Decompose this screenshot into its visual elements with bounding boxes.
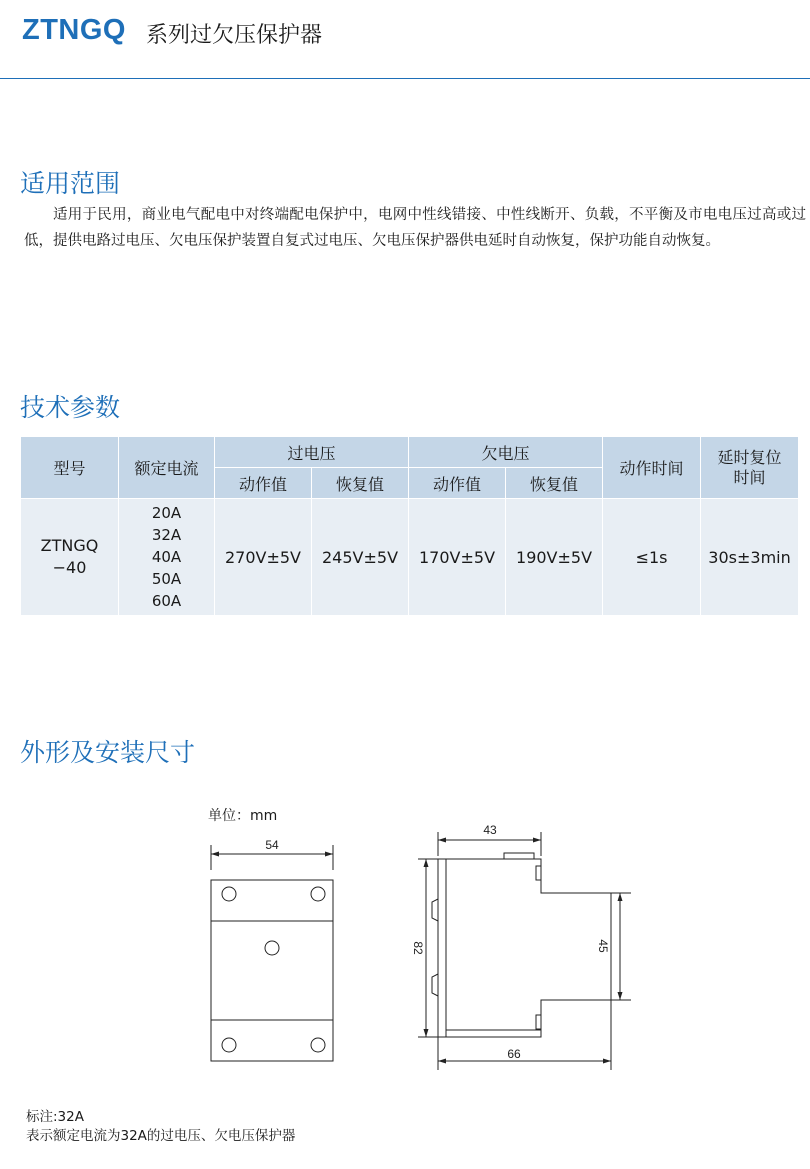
front-view-drawing xyxy=(211,845,333,1061)
cell-action-time: ≤1s xyxy=(603,499,701,616)
header-over-voltage: 过电压 xyxy=(215,437,409,468)
header-under-action: 动作值 xyxy=(409,468,506,499)
product-series-title: 系列过欠压保护器 xyxy=(146,23,323,48)
header-over-recovery: 恢复值 xyxy=(312,468,409,499)
header-model: 型号 xyxy=(21,437,119,499)
header-under-recovery: 恢复值 xyxy=(506,468,603,499)
scope-body: 适用于民用，商业电气配电中对终端配电保护中，电网中性线错接、中性线断开、负载，不平衡及市电电压过高或过低，提供电路过电压、欠电压保护装置自复式过电压、欠电压保护器供电延时自动恢复，保护功能自动恢复。 xyxy=(24,207,806,249)
current-item: 60A xyxy=(151,592,182,610)
header-rated-current: 额定电流 xyxy=(119,437,215,499)
side-depth-top-label: 43 xyxy=(483,823,497,837)
side-height-label: 82 xyxy=(411,941,425,955)
header-delay-reset-line1: 延时复位 xyxy=(717,447,782,467)
front-width-label: 54 xyxy=(265,838,279,852)
dimensions-title: 外形及安装尺寸 xyxy=(20,738,196,767)
cell-model-line1: ZTNGQ xyxy=(40,536,99,555)
cell-over-action: 270V±5V xyxy=(215,499,312,616)
cell-model-line2: −40 xyxy=(52,558,87,577)
current-item: 20A xyxy=(151,504,182,522)
product-model: ZTNGQ xyxy=(22,14,126,46)
note-line1: 标注:32A xyxy=(26,1109,84,1125)
cell-under-action: 170V±5V xyxy=(409,499,506,616)
header-delay-reset-line2: 时间 xyxy=(733,467,766,487)
header-over-action: 动作值 xyxy=(215,468,312,499)
tech-title: 技术参数 xyxy=(20,393,121,422)
current-item: 50A xyxy=(151,570,182,588)
unit-label: 单位：mm xyxy=(208,808,278,824)
side-depth-bottom-label: 66 xyxy=(507,1047,521,1061)
scope-title: 适用范围 xyxy=(20,169,121,198)
note xyxy=(26,1108,295,1146)
current-item: 40A xyxy=(151,548,182,566)
cell-over-recovery: 245V±5V xyxy=(312,499,409,616)
side-step-height-label: 45 xyxy=(596,939,610,953)
note-line2: 表示额定电流为32A的过电压、欠电压保护器 xyxy=(26,1128,296,1144)
current-item: 32A xyxy=(151,526,182,544)
header-action-time: 动作时间 xyxy=(603,437,701,499)
cell-under-recovery: 190V±5V xyxy=(506,499,603,616)
cell-delay-reset: 30s±3min xyxy=(701,499,799,616)
header-under-voltage: 欠电压 xyxy=(409,437,603,468)
